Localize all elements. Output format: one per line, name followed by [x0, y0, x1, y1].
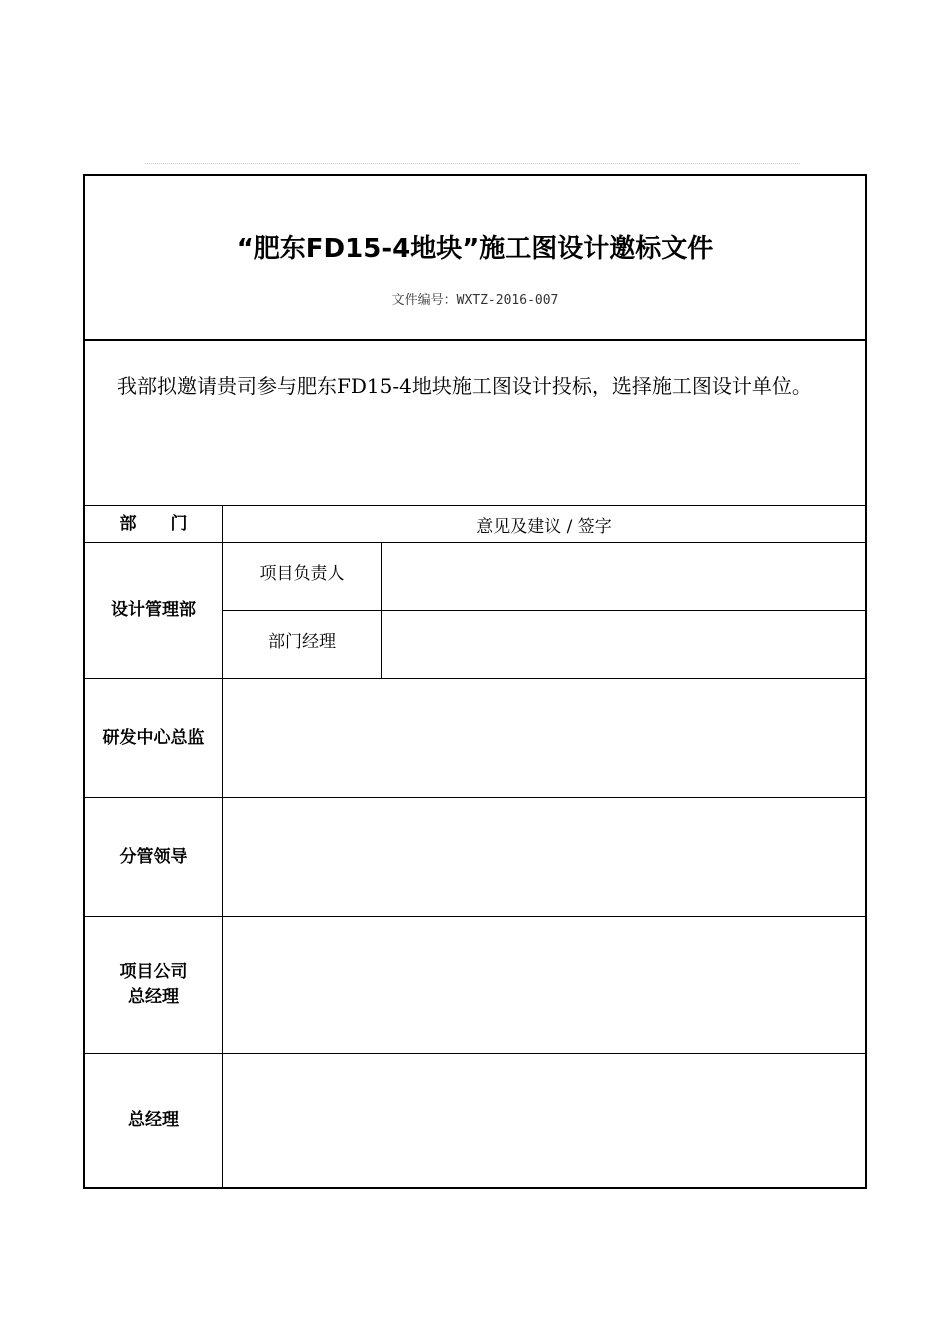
signature-field-dept-manager[interactable] [382, 611, 865, 678]
role-project-lead: 项目负责人 [259, 564, 345, 584]
header-divider [145, 163, 800, 164]
header-department: 部 门 [119, 513, 188, 534]
approval-form [83, 174, 867, 1189]
row-label-design-dept: 设计管理部 [111, 600, 196, 620]
page-title: “肥东FD15-4地块”施工图设计邀标文件 [236, 234, 714, 264]
row-label-project-company-gm [85, 917, 222, 1053]
document-number: 文件编号：WXTZ-2016-007 [391, 293, 559, 308]
signature-field-supervising-leader[interactable] [223, 798, 865, 916]
role-dept-manager: 部门经理 [268, 632, 336, 652]
header-opinion: 意见及建议 / 签字 [476, 516, 612, 537]
intro-paragraph: 我部拟邀请贵司参与肥东FD15-4地块施工图设计投标，选择施工图设计单位。 [117, 374, 812, 398]
project-company-gm-line2: 总经理 [128, 987, 179, 1007]
signature-field-general-manager[interactable] [223, 1054, 865, 1187]
project-company-gm-line1: 项目公司 [119, 962, 188, 982]
row-label-supervising-leader: 分管领导 [119, 846, 188, 867]
signature-field-rd-director[interactable] [223, 679, 865, 797]
signature-field-project-lead[interactable] [382, 543, 865, 610]
row-label-rd-director: 研发中心总监 [102, 727, 205, 748]
form-header [85, 176, 865, 341]
signature-field-project-company-gm[interactable] [223, 917, 865, 1053]
row-label-general-manager: 总经理 [128, 1110, 179, 1130]
